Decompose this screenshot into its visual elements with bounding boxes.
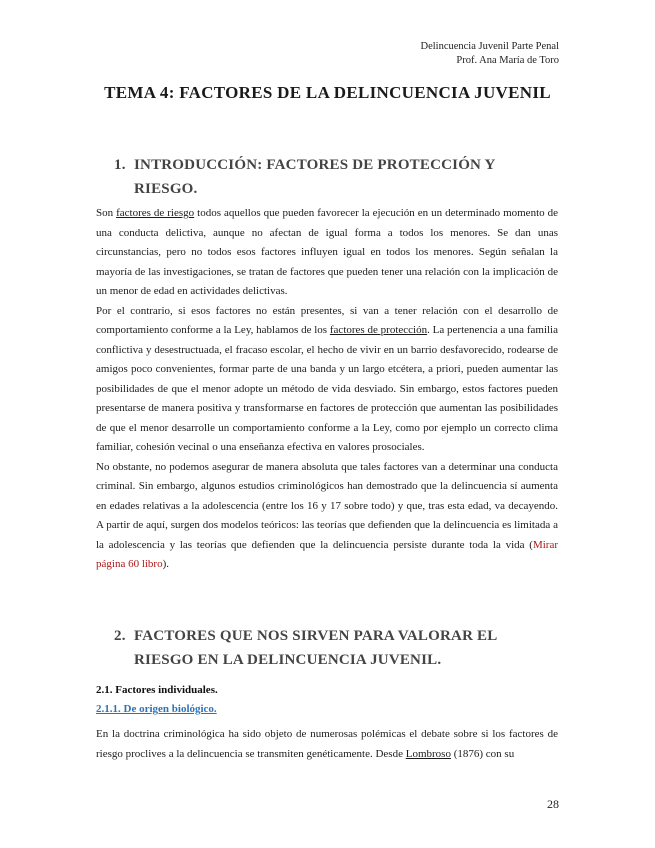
section-heading-factores-riesgo	[114, 624, 559, 672]
page-header	[421, 40, 560, 68]
section-title: FACTORES QUE NOS SIRVEN PARA VALORAR EL RIESGO EN LA DELINCUENCIA JUVENIL.	[134, 628, 497, 668]
text-run: todos aquellos que pueden favorecer la ejecución en un determinado momento de una conducta delictiva, aunque no afectan de igual forma a todos los menores. Se dan unas circunstancias, pero no todos esos factores influyen igual en todos los menores. Según señalan la mayoría de las investigaciones, se tratan de factores que pueden tener una relación con la implicación de un menor de edad en actividades delictivas.	[96, 207, 558, 297]
body-text	[96, 204, 558, 575]
page-number: 28	[547, 797, 559, 811]
paragraph-doctrina-criminologica	[96, 725, 558, 764]
term-factores-de-proteccion: factores de protección	[329, 324, 428, 336]
text-run: No obstante, no podemos asegurar de manera absoluta que tales factores van a determinar una conducta criminal. Sin embargo, algunos estudios criminológicos han demostrado que la delincuencia sí aumenta en edades relativas a la adolescencia (entre los 16 y 17 sobre todo) y que, tras esta edad, va decayendo. A partir de aquí, surgen dos modelos teóricos: las teorías que defienden que la delincuencia es limitada a la adolescencia y las teorías que defienden que la delincuencia persiste durante toda la vida (	[96, 460, 558, 551]
section-heading-introduccion	[114, 153, 559, 201]
text-run: En la doctrina criminológica ha sido objeto de numerosas polémicas el debate sobre si los factores de riesgo proclives a la delincuencia se transmiten genéticamente. Desde	[96, 728, 558, 760]
section-title: INTRODUCCIÓN: FACTORES DE PROTECCIÓN Y RIESGO.	[134, 157, 495, 197]
chapter-title: TEMA 4: FACTORES DE LA DELINCUENCIA JUVENIL	[104, 83, 551, 102]
paragraph-modelos-teoricos	[96, 458, 558, 575]
text-run: Son	[96, 207, 117, 219]
header-course: Delincuencia Juvenil Parte Penal	[420, 41, 559, 52]
subsection-heading-factores-individuales: 2.1. Factores individuales.	[96, 684, 218, 696]
section-number: 2.	[114, 628, 126, 644]
paragraph-factores-riesgo	[96, 204, 558, 302]
subsubsection-heading-origen-biologico: 2.1.1. De origen biológico.	[96, 703, 217, 715]
term-lombroso: Lombroso	[405, 747, 451, 760]
text-run: Por el contrario, si esos factores no están presentes, si van a tener relación con el desarrollo de comportamiento conforme a la Ley, hablamos de los	[96, 304, 558, 336]
book-reference: Mirar página 60 libro	[96, 538, 558, 570]
text-run: . La pertenencia a una familia conflictiva y desestructuada, el fracaso escolar, el hecho de vivir en un barrio desfavorecido, rodearse de amigos poco convenientes, formar parte de una banda y un largo etcétera, a priori, pueden aumentar las posibilidades de que el menor adopte un método de vida desviado. Sin embargo, estos factores pueden presentarse de manera positiva y transformarse en factores de protección que aumentan las posibilidades de que el menor desarrolle un comportamiento conforme a la Ley, como por ejemplo un correcto clima familiar, cohesión vecinal o una enseñanza efectiva en valores prosociales.	[96, 324, 558, 453]
section-number: 1.	[114, 157, 126, 173]
header-professor: Prof. Ana María de Toro	[456, 55, 559, 66]
text-run: (1876) con su	[450, 747, 515, 760]
text-run: ).	[162, 558, 170, 570]
body-text	[96, 725, 558, 764]
paragraph-factores-proteccion	[96, 302, 558, 458]
term-factores-de-riesgo: factores de riesgo	[116, 207, 195, 219]
